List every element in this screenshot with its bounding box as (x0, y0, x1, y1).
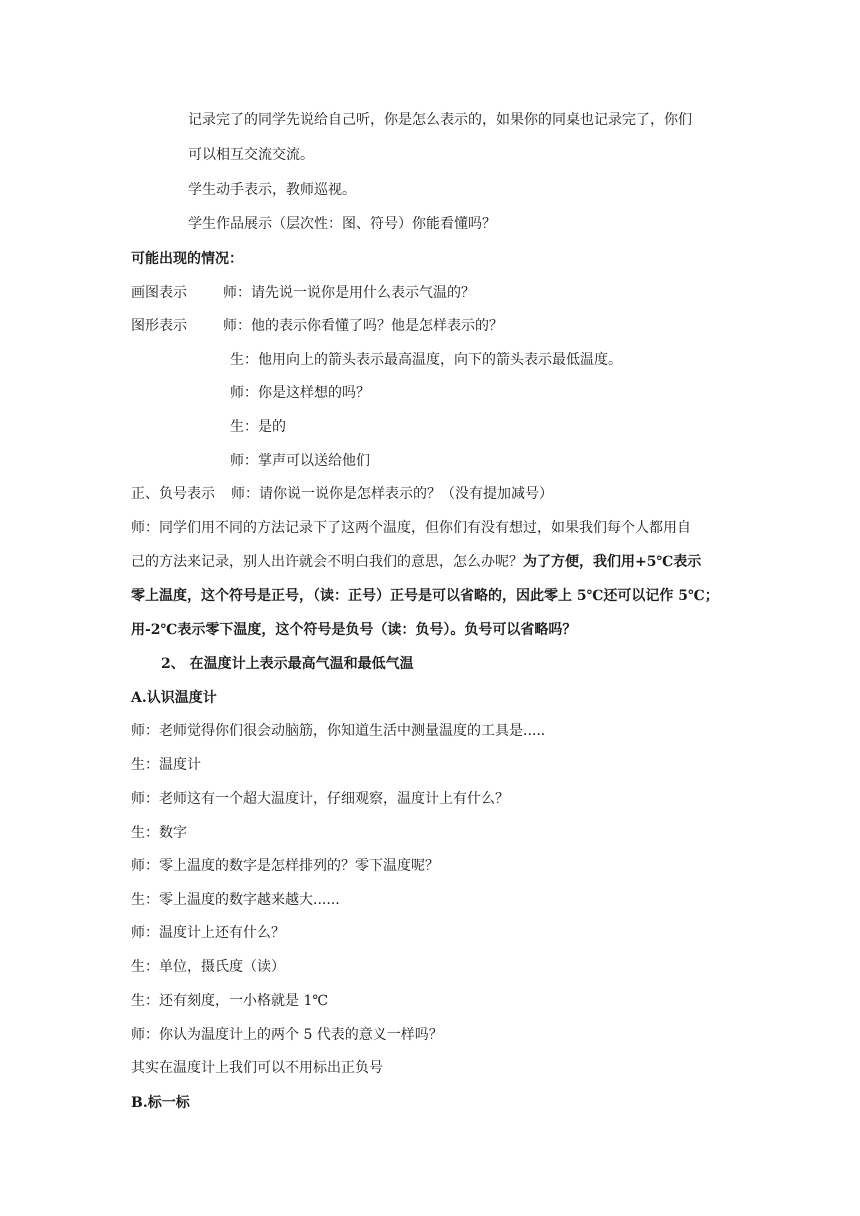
paragraph-line: 师：同学们用不同的方法记录下了这两个温度，但你们有没有想过，如果我们每个人都用自 (131, 520, 691, 536)
paragraph-line: 学生动手表示，教师巡视。 (188, 182, 356, 198)
section-heading: 可能出现的情况： (131, 251, 243, 267)
student-line: 生：温度计 (131, 757, 201, 773)
student-line: 生：他用向上的箭头表示最高温度，向下的箭头表示最低温度。 (230, 352, 622, 368)
bold-paragraph-line: 用-2℃表示零下温度，这个符号是负号（读：负号）。负号可以省略吗？ (131, 622, 577, 638)
student-line: 生：数字 (131, 825, 187, 841)
teacher-line: 师：温度计上还有什么？ (131, 925, 285, 941)
paragraph-line: 记录完了的同学先说给自己听，你是怎么表示的，如果你的同桌也记录完了，你们 (188, 112, 692, 128)
method-label: 正、负号表示 (131, 486, 215, 502)
method-label: 图形表示 (131, 318, 187, 334)
teacher-line: 师：请你说一说你是怎样表示的？（没有提加减号） (231, 486, 553, 502)
method-label: 画图表示 (131, 285, 187, 301)
paragraph-line: 可以相互交流交流。 (188, 147, 314, 163)
teacher-line: 师：老师这有一个超大温度计，仔细观察，温度计上有什么？ (131, 791, 509, 807)
teacher-line: 师：你是这样想的吗？ (230, 385, 370, 401)
subsection-heading: A.认识温度计 (131, 690, 217, 706)
teacher-line: 师：请先说一说你是用什么表示气温的？ (223, 285, 475, 301)
subsection-heading: B.标一标 (131, 1095, 190, 1111)
teacher-line: 师：老师觉得你们很会动脑筋，你知道生活中测量温度的工具是..... (131, 723, 546, 739)
paragraph-text: 己的方法来记录，别人出许就会不明白我们的意思，怎么办呢？ (131, 554, 523, 570)
dialogue-line (131, 283, 751, 303)
student-line: 生：单位，摄氏度（读） (131, 959, 285, 975)
section-heading: 2、 在温度计上表示最高气温和最低气温 (161, 656, 414, 672)
paragraph-line: 学生作品展示（层次性：图、符号）你能看懂吗？ (188, 216, 496, 232)
paragraph-line (131, 552, 751, 572)
student-line: 生：零上温度的数字越来越大...... (131, 892, 340, 908)
dialogue-line (131, 484, 751, 504)
bold-text: 为了方便，我们用+5℃表示 (523, 554, 702, 570)
dialogue-line (131, 316, 751, 336)
student-line: 生：还有刻度，一小格就是 1℃ (131, 993, 329, 1009)
teacher-line: 师：你认为温度计上的两个 5 代表的意义一样吗？ (131, 1027, 443, 1043)
teacher-line: 师：他的表示你看懂了吗？他是怎样表示的？ (223, 318, 503, 334)
bold-paragraph-line: 零上温度，这个符号是正号，（读：正号）正号是可以省略的，因此零上 5℃还可以记作 5℃； (131, 588, 719, 604)
paragraph-line: 其实在温度计上我们可以不用标出正负号 (131, 1060, 383, 1076)
student-line: 生：是的 (230, 419, 286, 435)
teacher-line: 师：掌声可以送给他们 (230, 453, 370, 469)
teacher-line: 师：零上温度的数字是怎样排列的？零下温度呢？ (131, 858, 439, 874)
